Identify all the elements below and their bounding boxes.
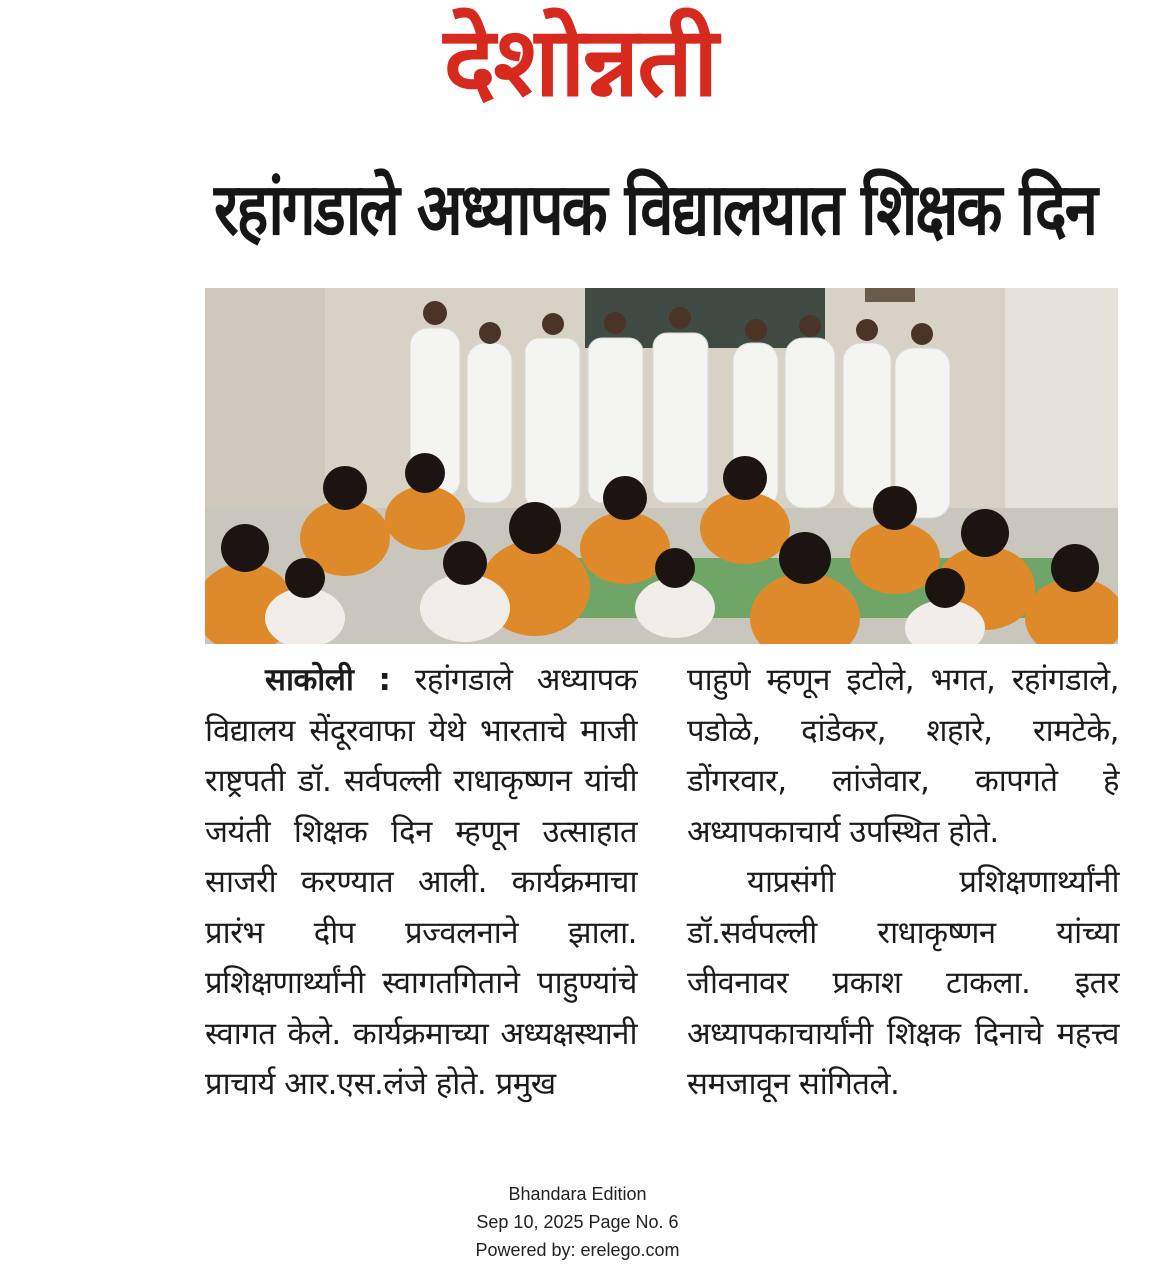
footer-edition: Bhandara Edition <box>508 1184 647 1204</box>
article-paragraph-1: रहांगडाले अध्यापक विद्यालय सेंदूरवाफा येथे भारताचे माजी राष्ट्रपती डॉ. सर्वपल्ली राधाकृष्णन यांची जयंती शिक्षक दिन म्हणून उत्साहात साजरी करण्यात आली. कार्यक्रमाचा प्रारंभ दीप प्रज्वलनाने झाला. प्रशिक्षणार्थ्यांनी स्वागतगिताने पाहुण्यांचे स्वागत केले. कार्यक्रमाच्या अध्यक्षस्थानी प्राचार्य आर.एस.लंजे होते. प्रमुख <box>205 662 638 1102</box>
article-paragraph-2: याप्रसंगी प्रशिक्षणार्थ्यांनी डॉ.सर्वपल्ली राधाकृष्णन यांच्या जीवनावर प्रकाश टाकला. इतर अध्यापकाचार्यांनी शिक्षक दिनाचे महत्त्व समजावून सांगितले. <box>687 864 1119 1102</box>
photo-image <box>205 288 1118 644</box>
newspaper-masthead: देशोन्नती <box>443 6 717 118</box>
article-paragraph-1-continued: पाहुणे म्हणून इटोले, भगत, रहांगडाले, पडोळे, दांडेकर, शहारे, रामटेके, डोंगरवार, लांजेवार, कापगते हे अध्यापकाचार्य उपस्थित होते. <box>687 662 1119 850</box>
article-headline: रहांगडाले अध्यापक विद्यालयात शिक्षक दिन <box>213 168 1097 252</box>
article-column-left <box>205 655 637 1110</box>
article-photo <box>205 288 1118 644</box>
article-column-right <box>687 655 1119 1110</box>
page-footer <box>0 1180 1155 1264</box>
footer-powered-by: Powered by: erelego.com <box>475 1240 680 1260</box>
article-dateline: साकोली : <box>265 662 391 698</box>
footer-date-page: Sep 10, 2025 Page No. 6 <box>476 1212 679 1232</box>
